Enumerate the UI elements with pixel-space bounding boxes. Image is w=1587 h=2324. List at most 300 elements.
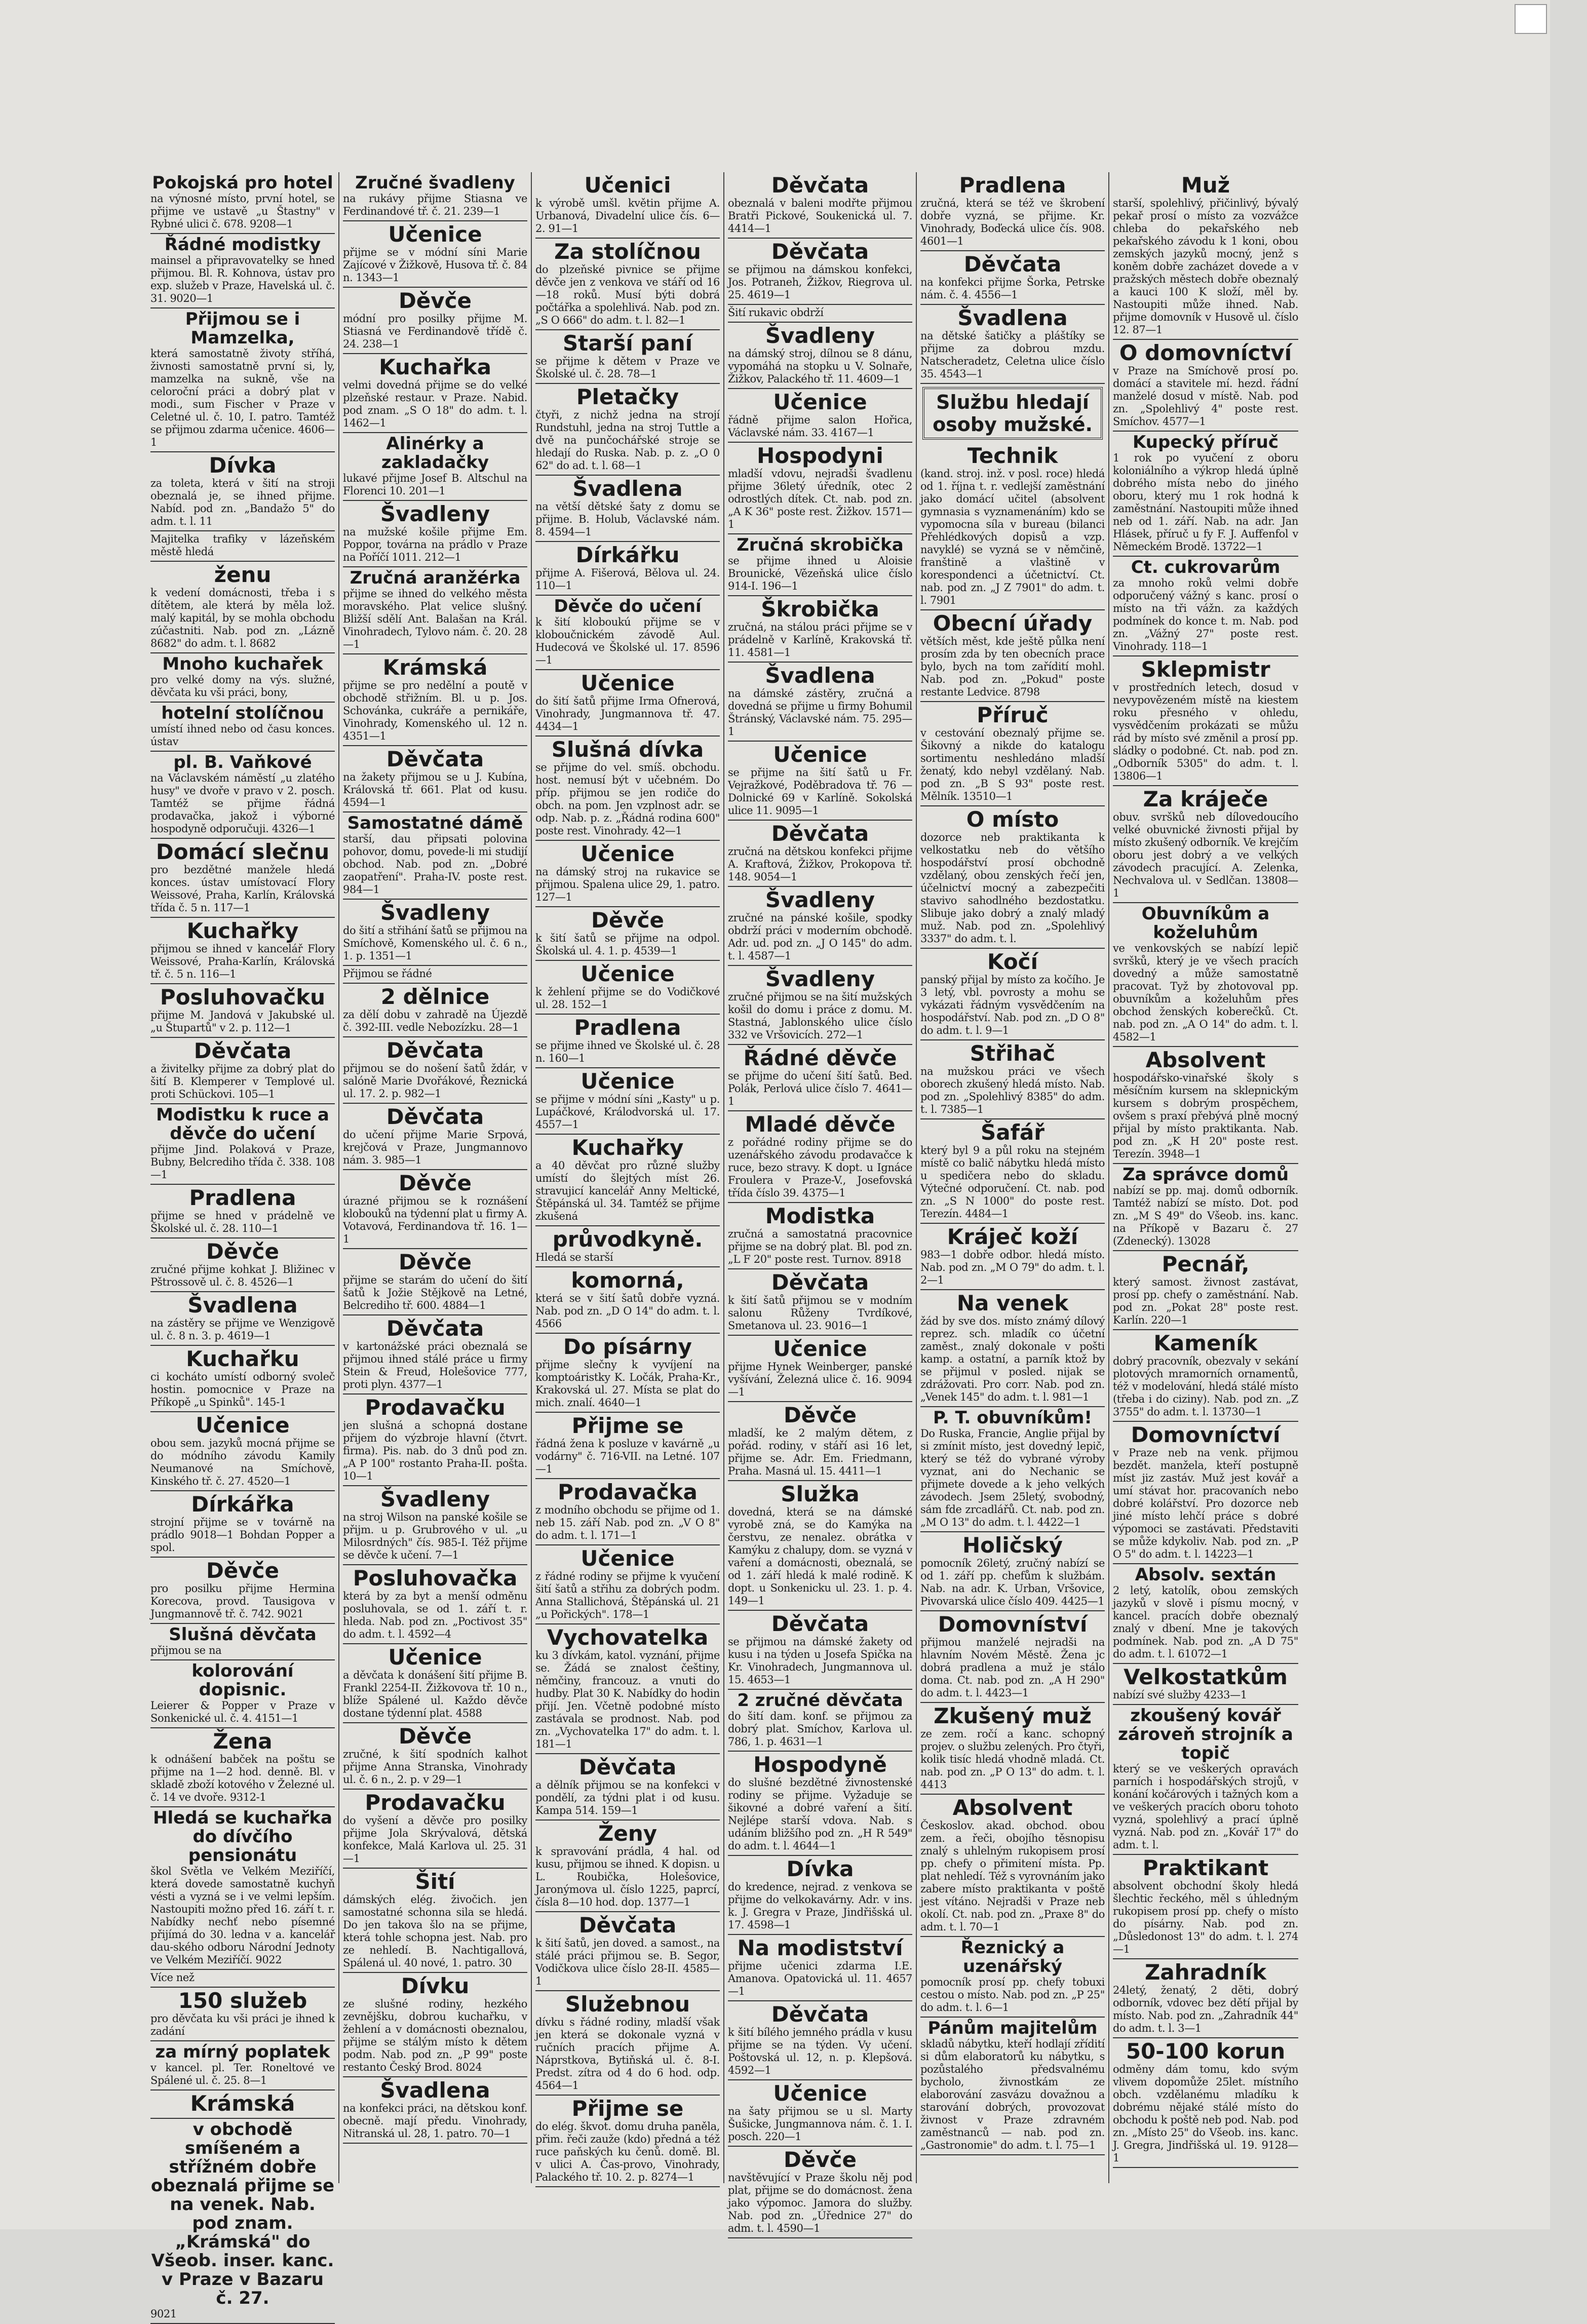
classified-ad — [1113, 1251, 1298, 1330]
ad-text: zručná, která se též ve škrobení dobře vyzná, se přijme. Kr. Vinohrady, Boďecká ulice čís. 908. 4601—1 — [920, 197, 1105, 247]
ad-text: Do Ruska, Francie, Anglie přijal by si zmínit místo, jest dovedný lepič, který se též do vybrané výroby vyznat, ani do Nechanic se přijmete dovede a k jeho velkých závodech. Jsem 25letý, svobodný, sám fde zrcadlářů. Ct. nab. pod zn. „M O 13" do adm. t. l. 4422—1 — [920, 1427, 1105, 1528]
classified-ad — [728, 742, 912, 821]
ad-heading: Dírkářku — [575, 543, 680, 567]
ad-text: na konfekci přijme Šorka, Petrske nám. č. 4. 4556—1 — [920, 276, 1105, 301]
ad-text: ze slušné rodiny, hezkého zevnějšku, dobrou kuchařku, v žehlení a v domácnosti obeznalou, přijme se stálým místo k dětem podm. Nab. pod zn. „P 99" poste restanto Český Brod. 8024 — [343, 1998, 527, 2073]
ad-text: ze zem. ročí a kanc. schopný projev. o službu zelených. Pro čtyři, kolik tisíc hledá vhodně mladá. Ct. nab. pod zn. „P O 13" do adm. t. l. 4413 — [920, 1728, 1105, 1791]
ad-text: pro bezdětné manžele hledá konces. ústav umístovací Flory Weissové, Praha, Karlín, Královská třída č. 5 n. 117—1 — [150, 864, 335, 914]
ad-heading: Švadleny — [765, 966, 875, 991]
column-4 — [724, 172, 917, 2234]
ad-heading: Děvče do učení — [554, 596, 702, 616]
classified-ad — [1113, 340, 1298, 432]
ad-text: do elég. škvot. domu druha paněla, přim. řeči zauže (kdo) předná a též ruce paňských ku čenů. domě. Bl. v ulici A. Čas-provo, Vinohrady, Palackého tř. 10. 2. p. 8274—1 — [535, 2120, 720, 2183]
ad-text: a děvčata k donášení šití přijme B. Frankl 2254-II. Žižkovova tř. 10 n., blíže Spálené ul. Každo děvče dostane týdenní plat. 4588 — [343, 1669, 527, 1719]
ad-text: jen slušná a schopná dostane přijem do výzbroje hlavní (čtvrt. firma). Pis. nab. do 3 dnů pod zn. „A P 100" rostanto Praha-II. pošta. 10—1 — [343, 1419, 527, 1482]
ad-text: k šití šatů přijmou se v modním salonu Růženy Tvrdíkové, Smetanova ul. 23. 9016—1 — [728, 1294, 912, 1332]
ad-heading: Děvče — [398, 1724, 472, 1749]
ad-heading: Domovníctví — [1131, 1422, 1281, 1447]
ad-text: větších měst, kde ještě půlka není prosím zda by ten obecních prace bylo, bych na tom zařídití mohl. Nab. pod zn. „Pokud" poste restante Ledvice. 8798 — [920, 635, 1105, 698]
ad-heading: Děvčata — [771, 239, 869, 264]
ad-heading: Ct. cukrovarům — [1131, 557, 1281, 577]
ad-text: do plzeňské pivnice se přijme děvče jen z venkova ve stáří od 16—18 roků. Musí býti dobrá počtářka a spolehlivá. Nab. pod zn. „S O 666" do adm. t. l. 82—1 — [535, 263, 720, 326]
ad-text: za mnoho roků velmi dobře odporučený vážný s kanc. prosí o místo na tři vážn. za každých podmínek do konce t. m. Nab. pod zn. „Vážný 27" poste rest. Vinohrady. 118—1 — [1113, 577, 1298, 652]
classified-ad — [728, 534, 912, 596]
ad-text: z pořádné rodiny přijme se do uzenářského závodu prodavačce k ruce, bezo stravy. K dopt. u Ignáce Froulera v Praze-V., Josefovská třída číslo 39. 4375—1 — [728, 1136, 912, 1199]
ad-heading: Řádné modistky — [164, 235, 321, 255]
ad-text: do slušné bezdětné živnostenské rodiny se přijme. Vyžaduje se šikovné a dobré vaření a šití. Nejlépe starší vdova. Nab. s udáním bližšího pod zn. „H R 549" do adm. t. l. 4644—1 — [728, 1776, 912, 1852]
ad-heading: Děvče — [206, 1239, 280, 1264]
classified-ad — [343, 1037, 527, 1104]
classified-ad — [343, 1170, 527, 1249]
ad-heading: Učenice — [580, 671, 675, 695]
ad-heading: Přijmou se i Mamzelka, — [185, 309, 300, 348]
classified-ad — [535, 330, 720, 384]
ad-heading: Do písárny — [563, 1334, 692, 1359]
ad-text: Hledá se starší — [535, 1251, 613, 1263]
ad-text: z modního obchodu se přijme od 1. neb 15. září Nab. pod zn. „V O 8" do adm. t. l. 171—1 — [535, 1504, 720, 1541]
ad-text: se přijme na šití šatů u Fr. Vejražkové, Poděbradova tř. 76 — Dolnické 69 v Karlíně. Sokolská ulice 11. 9095—1 — [728, 766, 912, 817]
ad-text: přijme Hynek Weinberger, panské vyšívání, Železná ulice č. 16. 9094—1 — [728, 1361, 912, 1398]
ad-heading: Děvče — [206, 1558, 280, 1583]
ad-text: dovedná, která se na dámské vyrobě zná, se do Kamýka na čerstvu, ze nenalez. obrátka v Kamýku z chalupy, dom. se vyzná v vaření a domácnosti, obeznalá, se od 1. září hledá k malé rodině. K dopt. u Sonkenicku ul. 23. 1. p. 4. 149—1 — [728, 1506, 912, 1607]
ad-heading: Příruč — [977, 703, 1049, 727]
classified-ad — [343, 354, 527, 433]
classified-ad — [920, 305, 1105, 384]
ad-text: do učení přijme Marie Srpová, krejčová v Praze, Jungmannovo nám. 3. 985—1 — [343, 1129, 527, 1166]
ad-text: na dámský stroj na rukavice se přijmou. Spalena ulice 29, 1. patro. 127—1 — [535, 866, 720, 903]
classified-ad — [150, 1104, 335, 1185]
classified-ad — [150, 1807, 335, 1970]
ad-text: dobrý pracovník, obezvaly v sekání plotových mramorních ornamentů, též v modelování, hledá stálé místo (třeba i do ciziny). Nab. pod zn. „Z 3755" do adm. t. l. 13730—1 — [1113, 1355, 1298, 1418]
classified-ad — [920, 172, 1105, 251]
ad-text: ci kocháto umístí odborný svoleč hostin. pomocnice v Praze na Příkopě „u Spinků". 145-1 — [150, 1371, 335, 1408]
classified-ad — [728, 323, 912, 389]
ad-text: starší, spolehlivý, přičinlivý, bývalý pekař prosí o místo za vozvážce chleba do pekařského neb pekařského závodu k 1 koni, obou zemských jazyků mocný, jenž s koněm dobře zacházet dovede a v pražských městech dobře obeznalý a kauci 100 K složí, měl by. Nastoupiti může ihned. Nab. přijme domovník v Husově ul. číslo 12. 87—1 — [1113, 197, 1298, 336]
ad-heading: Děvčata — [386, 747, 484, 771]
classified-ad — [150, 1346, 335, 1412]
ad-text: pro posilku přijme Hermina Korecova, provd. Tausigova v Jungmannově tř. č. 742. 9021 — [150, 1582, 335, 1620]
ad-text: přijme A. Fišerová, Bělova ul. 24. 110—1 — [535, 567, 720, 592]
ad-text: zručná, na stálou práci přijme se v prádelně v Karlíně, Krakovská tř. 11. 4581—1 — [728, 621, 912, 659]
ad-heading: Za stolíčnou — [554, 239, 701, 264]
classified-ad — [728, 305, 912, 323]
ad-text: mainsel a připravovatelky se hned přijmou. Bl. R. Kohnova, ústav pro exp. služeb v Praze, Havelská ul. č. 31. 9020—1 — [150, 254, 335, 304]
ad-text: se přijme ihned ve Školské ul. č. 28 n. 160—1 — [535, 1039, 720, 1064]
classified-ad — [535, 542, 720, 596]
classified-ad — [728, 172, 912, 239]
ad-heading: Děvčata — [386, 1104, 484, 1129]
ad-text: k šití šatů se přijme na odpol. Školská ul. 4. 1. p. 4539—1 — [535, 932, 720, 957]
ad-heading: Děvčata — [771, 1611, 869, 1636]
ad-heading: Na modistství — [737, 1935, 903, 1960]
ad-text: ku 3 dívkám, katol. vyznání, přijme se. Žádá se znalost češtiny, němčiny, francouz. a vnuti do hudby. Plat 30 K. Nabídky do hodin přijí. Jen. Včetně podobné místo zastávala se prodnost. Nab. pod zn. „Vychovatelka 17" do adm. t. l. 181—1 — [535, 1649, 720, 1750]
ad-heading: Děvče — [398, 288, 472, 313]
ad-heading: O domovníctví — [1119, 340, 1292, 365]
ad-heading: 50-100 korun — [1126, 2039, 1286, 2064]
classified-ad — [920, 702, 1105, 806]
ad-text: módní pro posilky přijme M. Stiasná ve Ferdinandově třídě č. 24. 238—1 — [343, 313, 527, 350]
ad-text: panský přijal by místo za kočího. Je 3 letý, vbl. povrosty a mohu se vykázati řádným vysvědčením na hospodářství. Nab. pod zn. „D O 8" do adm. t. l. 9—1 — [920, 974, 1105, 1036]
classified-ad — [728, 1269, 912, 1336]
classified-ad — [150, 531, 335, 562]
ad-text: se přijme k dětem v Praze ve Školské ul. č. 28. 78—1 — [535, 355, 720, 380]
classified-ad — [150, 703, 335, 752]
classified-ad — [1113, 1422, 1298, 1564]
ad-text: k žehlení přijme se do Vodičkové ul. 28. 152—1 — [535, 986, 720, 1011]
ad-heading: Učenice — [388, 222, 482, 247]
ad-heading: 150 služeb — [178, 1988, 307, 2013]
classified-ad — [343, 1790, 527, 1869]
classified-ad — [1113, 903, 1298, 1047]
classified-ad — [150, 653, 335, 703]
ad-heading: Obecní úřady — [933, 611, 1093, 636]
classified-ad — [1113, 786, 1298, 903]
classified-ad — [1113, 1047, 1298, 1164]
ad-heading: Řeznický a uzenářský — [960, 1938, 1065, 1977]
classified-ad — [150, 1491, 335, 1558]
ad-text: nabízí se pp. maj. domů odborník. Tamtéž nabízí se místo. Dot. pod zn. „M S 49" do Všeob. ins. kanc. na Příkopě v Bazaru č. 27 (Zdenecký). 13028 — [1113, 1184, 1298, 1247]
classified-ad — [920, 1290, 1105, 1407]
ad-text: obou sem. jazyků mocná přijme se do módního závodu Kamily Neumanové na Smíchově, Kinského tř. č. 27. 4520—1 — [150, 1437, 335, 1487]
ad-text: přijmou manželé nejradši na hlavním Novém Městě. Žena jc dobrá pradlena a muž je stálo doma. Ct. nab. pod zn. „A H 290" do adm. t. l. 4423—1 — [920, 1636, 1105, 1699]
ad-text: (kand. stroj. inž. v posl. roce) hledá od 1. října t. r. vedlejší zaměstnání jako domácí učitel (absolvent gymnasia s vyznamenáním) kdo se vypomocna síla v bureau (bilanci Přehlédkových dopisů a vzp. navyklé) se vyzná se v němčině, franštině a vlaštině v korespondenci a účetnictví. Ct. nab. pod zn. „J Z 7901" do adm. t. l. 7901 — [920, 468, 1105, 606]
ad-heading: Posluhovačka — [353, 1566, 518, 1591]
classified-ad — [1113, 432, 1298, 557]
ad-heading: Děvčata — [963, 252, 1062, 277]
classified-ad — [343, 1869, 527, 1973]
section-banner — [922, 387, 1103, 440]
ad-heading: Zahradník — [1144, 1960, 1267, 1985]
ad-heading: Švadlena — [765, 663, 875, 688]
ad-text: na dětské šatičky a pláštíky se přijme za dobrou mzdu. Natscheradetz, Celetna ulice číslo 35. 4543—1 — [920, 330, 1105, 380]
ad-heading: Krámská — [382, 655, 488, 680]
classified-ad — [150, 234, 335, 308]
classified-ad — [343, 221, 527, 288]
ad-heading: Kupecký příruč — [1132, 432, 1279, 452]
ad-text: který byl 9 a půl roku na stejném místě co balič nábytku hledá místo u spedičera nebo do skladu. Výtečné odporučení. Ct. nab. pod zn. „S N 1000" do poste rest. Terezín. 4484—1 — [920, 1144, 1105, 1220]
ad-text: pomocník 26letý, zručný nabízí se od 1. září pp. chefům k službám. Nab. na adr. K. Urban, Vršovice, Pivovarská ulice číslo 409. 4425—1 — [920, 1557, 1105, 1607]
ad-heading: Absolv. sextán — [1135, 1565, 1276, 1585]
ad-text: v Praze na Smíchově prosí po. domácí a stavitele mí. hezd. řádní manželé dosud v místě. Nab. pod zn. „Spolehlivý 4" poste rest. Smíchov. 4577—1 — [1113, 365, 1298, 428]
ad-heading: Zručné švadleny — [355, 173, 515, 193]
classified-ad — [728, 443, 912, 534]
ad-heading: Prodavačku — [365, 1395, 506, 1420]
classified-ad — [728, 2147, 912, 2238]
ad-heading: za mírný poplatek — [155, 2042, 330, 2062]
ad-heading: Kameník — [1153, 1331, 1258, 1355]
ad-text: mladší vdovu, nejradši švadlenu přijme 36letý úředník, otec 2 odrostlých dítek. Ct. nab. pod zn. „A K 36" poste rest. Žižkov. 1571—1 — [728, 468, 912, 530]
ad-heading: Posluhovačku — [160, 985, 326, 1010]
ad-text: se přijme do vel. smíš. obchodu. host. nemusí být v učebném. Do příp. přijmou se jen rodiče do obch. na pom. Jen vzplnost adr. se odp. Nab. p. z. „Řádná rodina 600" poste rest. Vinohrady. 42—1 — [535, 761, 720, 837]
ad-heading: Mnoho kuchařek — [162, 654, 323, 674]
ad-text: na konfekci práci, na dětskou konf. obecně. mají předu. Vinohrady, Nitranská ul. 28, 1. patro. 70—1 — [343, 2102, 527, 2140]
ad-text: v cestování obeznalý přijme se. Šikovný a nikde do katalogu sortimentu neshledáno mladší ženatý, kdo nebyl vzdělaný. Nab. pod zn. „B S 93" poste rest. Mělník. 13510—1 — [920, 727, 1105, 802]
classified-ad — [150, 839, 335, 918]
classified-ad — [920, 1407, 1105, 1532]
ad-heading: Dívka — [209, 453, 277, 478]
ad-heading: Kuchařky — [571, 1135, 684, 1160]
ad-heading: Švadlena — [957, 305, 1068, 330]
ad-text: žád by sve dos. místo známý dílový reprez. sch. mladík co účetní zaměst., znalý dokonale v pošti kamp. a ostatní, a parník ktož by se přijmul v posled. nijak se zdrážovati. Pro corr. Nab. pod zn. „Venek 145" do adm. t. l. 981—1 — [920, 1315, 1105, 1403]
ad-text: za toleta, která v šití na stroji obeznalá je, se ihned přijme. Nabíd. pod zn. „Bandažo 5" do adm. t. l. 11 — [150, 477, 335, 527]
ad-text: se přijmou na dámskou konfekci, Jos. Potraneh, Žižkov, Riegrova ul. 25. 4619—1 — [728, 263, 912, 301]
classified-ad — [1113, 172, 1298, 340]
ad-heading: Učenice — [773, 742, 867, 767]
classified-ad — [535, 1624, 720, 1754]
ad-text: pro děvčata ku vši práci je ihned k zadání — [150, 2012, 335, 2037]
ad-heading: Pletačky — [576, 384, 679, 409]
ad-text: k odnášení babček na poštu se přijme na 1—2 hod. denně. Bl. v skladě zboží kotového v Železné ul. č. 14 ve dvoře. 9312-1 — [150, 1753, 335, 1803]
classified-ad — [343, 1565, 527, 1644]
ad-heading: Technik — [967, 443, 1058, 468]
ad-heading: Šafář — [981, 1120, 1044, 1145]
ad-heading: Švadleny — [380, 1487, 490, 1512]
ad-heading: Holičský — [962, 1533, 1063, 1558]
ad-heading: Učenice — [773, 1336, 867, 1361]
ad-heading: Zručná aranžérka — [350, 568, 521, 588]
ad-text: velmi dovedná přijme se do velké plzeňské restaur. v Praze. Nabid. pod znam. „S O 18" do adm. t. l. 1462—1 — [343, 379, 527, 429]
ad-text: která samostatně životy stříhá, živnosti samostatně první si, ly, mamzelka na sukně, vše na celoroční práci a dobrý plat v modi., sum Fischer v Praze v Celetné ul. č. 10, I. patro. Tamtéž se přijmou zdarma učenice. 4606—1 — [150, 347, 335, 448]
classified-ad — [920, 1795, 1105, 1937]
ad-heading: Děvče — [398, 1171, 472, 1195]
ad-text: v kartonážské práci obeznalá se přijmou ihned stálé práce u firmy Stein & Freud, Holešovice 777, proti plyn. 4377—1 — [343, 1340, 527, 1390]
ad-text: Více než — [150, 1971, 195, 1984]
ad-heading: Děvčata — [386, 1038, 484, 1063]
ad-text: na stroj Wilson na panské košile se přijm. u p. Grubrového v ul. „u Milosrdných" čís. 985-I. Též přijme se děvče k učení. 7—1 — [343, 1511, 527, 1561]
classified-ad — [920, 1937, 1105, 2018]
classified-ad — [150, 172, 335, 234]
ad-text: přijme se hned v prádelně ve Školské ul. č. 28. 110—1 — [150, 1210, 335, 1234]
ad-text: zručné přijme kohkat J. Bližinec v Pštrossově ul. č. 8. 4526—1 — [150, 1263, 335, 1288]
classified-ad — [150, 984, 335, 1038]
classified-ad — [343, 501, 527, 567]
ad-heading: pl. B. Vaňkové — [173, 752, 312, 772]
ad-heading: Učenice — [580, 841, 675, 866]
classified-ad — [150, 308, 335, 452]
classified-ad — [920, 806, 1105, 949]
ad-text: v prostředních letech, dosud v nevypovězeném místě na kiestem roku přesného v ohledu, vysvědčením prokázati se můžu rád by místo své změnil a prosí pp. sládky o podobné. Ct. nab. pod zn. „Odborník 5305" do adm. t. l. 13806—1 — [1113, 681, 1298, 782]
ad-text: dozorce neb praktikanta k velkostatku neb do většího hospodářství prosí obchodně vzdělaný, obou zenských řečí jen, účelnictví mocný a zabezpečiti stavivo sahodlného bezdostatku. Slibuje jako dobrý a znalý mladý muž. Nab. pod zn. „Spolehlivý 3337" do adm. t. l. — [920, 831, 1105, 945]
ad-heading: Švadleny — [765, 887, 875, 912]
classified-ad — [535, 384, 720, 476]
classified-ad — [920, 949, 1105, 1040]
classified-ad — [535, 670, 720, 737]
classified-ad — [728, 2001, 912, 2080]
ad-text: který se ve veškerých opravách parních i hospodářských strojů, v konání kočárových i tažných kom a ve veškerých pracích oboru tohoto vyzná, spolehlivý a prací úplně vyzná. Nab. pod zn. „Kovář 17" do adm. t. l. — [1113, 1763, 1298, 1851]
ad-text: se přijmou na dámské žakety od kusu i na týden u Josefa Spička na Kr. Vinohradech, Jungmannova ul. 15. 4653—1 — [728, 1636, 912, 1686]
ad-text: přijmou se ihned v kancelář Flory Weissové, Praha-Karlín, Královská tř. č. 5 n. 116—1 — [150, 943, 335, 980]
ad-heading: P. T. obuvníkům! — [933, 1408, 1092, 1428]
classified-ad — [728, 966, 912, 1045]
classified-ad — [150, 1624, 335, 1660]
ad-heading: Kuchařku — [186, 1346, 299, 1371]
classified-ad — [343, 567, 527, 654]
classified-ad — [1113, 1664, 1298, 1705]
classified-ad — [343, 984, 527, 1037]
ad-text: na větší dětské šaty z domu se přijme. B. Holub, Václavské nám. 8. 4594—1 — [535, 500, 720, 538]
ad-heading: Služebnou — [565, 1992, 690, 2017]
classified-columns — [147, 172, 1494, 2320]
ad-text: a 40 děvčat pro různé služby umístí do šlejtých míst 26. stravujicí kancelář Anny Meltické, Štěpánská ul. 34. Tamtéž se přijme zkušená — [535, 1159, 720, 1222]
ad-text: zručná a samostatná pracovnice přijme se na dobrý plat. Bl. pod zn. „L F 20" poste rest. Turnov. 8918 — [728, 1228, 912, 1265]
classified-ad — [343, 1723, 527, 1790]
classified-ad — [150, 452, 335, 531]
ad-heading: Učenice — [388, 1645, 482, 1670]
classified-ad — [535, 1545, 720, 1624]
ad-heading: Děvčata — [771, 173, 869, 198]
ad-heading: Mladé děvče — [745, 1112, 896, 1137]
ad-heading: průvodkyně. — [552, 1227, 703, 1252]
ad-heading: Učenice — [580, 961, 675, 986]
classified-ad — [535, 1413, 720, 1479]
ad-heading: Domovníství — [938, 1612, 1088, 1637]
ad-text: na zástěry se přijme ve Wenzigově ul. č. 8 n. 3. p. 4619—1 — [150, 1317, 335, 1342]
classified-ad — [535, 1068, 720, 1135]
classified-ad — [535, 1821, 720, 1912]
ad-text: k šití kloboukú přijme se v kloboučnickém závodě Aul. Hudecová ve Školské ul. 17. 8596—1 — [535, 616, 720, 666]
ad-heading: Švadleny — [380, 900, 490, 925]
ad-heading: Sklepmistr — [1141, 657, 1270, 682]
ad-heading: Hledá se kuchařka do dívčího pensionátu — [153, 1808, 332, 1866]
ad-text: k výrobě umšl. květin přijme A. Urbanová, Divadelní ulice čís. 6—2. 91—1 — [535, 197, 720, 235]
ad-heading: Muž — [1181, 173, 1230, 198]
ad-text: do kredence, nejrad. z venkova se přijme do velkokavárny. Adr. v ins. k. J. Gregra v Praze, Jindřišská ul. 17. 4598—1 — [728, 1881, 912, 1931]
ad-heading: v obchodě smíšeném a střížném dobře obeznalá přijme se na venek. Nab. pod znam. „Krámská" do Všeob. inser. kanc. v Praze v Bazaru č. 27. — [150, 2119, 335, 2308]
classified-ad — [728, 1690, 912, 1752]
ad-text: ve venkovských se nabízí lepič svršků, který je ve všech pracích dovedný a může samostatně pracovat. Tyž by zhotovoval pp. obuvníkům a koželuhům přes obchod ženských koberečků. Ct. nab. pod zn. „A O 14" do adm. t. l. 4582—1 — [1113, 942, 1298, 1043]
ad-text: přijme M. Jandová v Jakubské ul. „u Štupartů" v 2. p. 112—1 — [150, 1009, 335, 1034]
ad-heading: Pradlena — [959, 173, 1066, 198]
classified-ad — [150, 1970, 335, 1988]
ad-text: Leierer & Popper v Praze v Sonkenické ul. č. 4. 4151—1 — [150, 1699, 335, 1724]
ad-text: zručné přijmou se na šití mužských košil do domu i práce z domu. M. Stastná, Jablonského ulice číslo 332 ve Vršovicích. 272—1 — [728, 991, 912, 1041]
classified-ad — [150, 1412, 335, 1491]
ad-text: v kancel. pl. Ter. Roneltové ve Spálené ul. č. 25. 8—1 — [150, 2062, 335, 2086]
ad-text: řádná žena k posluze v kavárně „u vodárny" č. 716-VII. na Letné. 107—1 — [535, 1438, 720, 1475]
column-6 — [1109, 172, 1302, 2183]
ad-text: která se v šití šatů dobře vyzná. Nab. pod zn. „D O 14" do adm. t. l. 4566 — [535, 1292, 720, 1330]
classified-ad — [1113, 1959, 1298, 2038]
ad-heading: komorná, — [571, 1268, 684, 1293]
ad-text: se přijme do učení šití šatů. Bed. Polák, Perlová ulice číslo 7. 4641—1 — [728, 1070, 912, 1107]
classified-ad — [343, 812, 527, 900]
classified-ad — [728, 1203, 912, 1269]
ad-heading: Děvčata — [386, 1316, 484, 1341]
ad-heading: Švadlena — [380, 2078, 490, 2103]
classified-ad — [343, 1315, 527, 1395]
classified-ad — [728, 1045, 912, 1111]
classified-ad — [728, 887, 912, 966]
classified-ad — [343, 1104, 527, 1170]
ad-text: z řádné rodiny se přijme k vyučení šití šatů a střihu za dobrých podm. Anna Stallichová, Štěpánská ul. 21 „u Pořických". 178—1 — [535, 1570, 720, 1620]
ad-heading: 2 zručné děvčata — [737, 1690, 903, 1711]
classified-ad — [343, 746, 527, 812]
ad-heading: Zkušený muž — [934, 1703, 1092, 1728]
ad-text: mladší, ke 2 malým dětem, z pořád. rodiny, v stáří asi 16 let, přijme se. Adr. Em. Friedmann, Praha. Masná ul. 15. 4411—1 — [728, 1427, 912, 1477]
classified-ad — [920, 2018, 1105, 2155]
ad-text: skladů nábytku, kteří hodlají zřídití si dům elaboratorů ku nábytku, s pozůstalého předsvalnému bycholo, živnostkám ze elaborování zasvázu dovažnou a starování dobrých, provozovat živnost v Praze zdravném zaměstnanců — nab. pod zn. „Gastronomie" do adm. t. l. 75—1 — [920, 2038, 1105, 2151]
classified-ad — [343, 1249, 527, 1315]
classified-ad — [535, 1754, 720, 1821]
classified-ad — [728, 1935, 912, 2001]
ad-text: k spravování prádla, 4 hal. od kusu, přijmou se ihned. K dopisn. u L. Roubička, Holešovice, Jaronýmova ul. číslo 1225, paprcí, čísla 8—10 hod. dop. 1377—1 — [535, 1845, 720, 1908]
classified-ad — [343, 654, 527, 746]
column-3 — [532, 172, 724, 2183]
ad-text: dívku s řádné rodiny, mladší však jen která se dokonale vyzná v ručních pracích přijme A. Náprstkova, Bytiňská ul. č. 8-I. Predst. zítra od 4 do 6 hod. odp. 4564—1 — [535, 2016, 720, 2091]
classified-ad — [150, 1558, 335, 1624]
ad-text: a živitelky přijme za dobrý plat do šití B. Klemperer v Templové ul. proti Schückovi. 105—1 — [150, 1063, 335, 1100]
ad-text: do šití a střihání šatů se přijmou na Smíchově, Komenského ul. č. 6 n., 1. p. 1351—1 — [343, 924, 527, 962]
ad-heading: Domácí slečnu — [156, 839, 330, 864]
ad-heading: Kráječ koží — [947, 1224, 1078, 1249]
ad-heading: Děvčata — [578, 1913, 677, 1938]
classified-ad — [150, 2041, 335, 2090]
classified-ad — [728, 389, 912, 443]
classified-ad — [150, 1185, 335, 1238]
ad-heading: Dírkářka — [191, 1492, 294, 1517]
classified-ad — [535, 961, 720, 1015]
classified-ad — [728, 1856, 912, 1935]
ad-heading: Děvčata — [771, 821, 869, 846]
ad-text: k šití bílého jemného prádla v kusu přijme se na týden. Vy učení. Poštovská ul. 12, n. p. Klepšová. 4592—1 — [728, 2026, 912, 2076]
ad-text: odměny dám tomu, kdo svým vlivem dopomůže 25let. místního obch. vzdělanému mladíku k dobrému nějaké stálé místo do obchodu k poště neb pod. Nab. pod zn. „Místo 25" do Všeob. ins. kanc. J. Gregra, Jindřišská ul. 19. 9128—1 — [1113, 2063, 1298, 2164]
ad-heading: Šití — [415, 1869, 455, 1894]
classified-ad — [920, 1224, 1105, 1290]
ad-text: v Praze neb na venk. přijmou bezdět. manžela, kteří postupně míst jiz zastáv. Muž jest kovář a umí stávat hor. pracovaních nebo dobré kolářství. Pro dozorce neb jiné místo lehčí práce s dobré výpomoci se zastávati. Představiti se může kdykoliv. Nab. pod zn. „P O 5" do adm. t. l. 14223—1 — [1113, 1447, 1298, 1560]
ad-heading: Absolvent — [1145, 1048, 1266, 1072]
classified-ad — [343, 2077, 527, 2144]
ad-heading: kolorování dopisnic. — [191, 1661, 294, 1700]
ad-text: za dělí dobu v zahradě na Újezdě č. 392-III. vedle Nebozízku. 28—1 — [343, 1009, 527, 1033]
ad-text: zručná na dětskou konfekci přijme A. Kraftová, Žižkov, Prokopova tř. 148. 9054—1 — [728, 845, 912, 883]
ad-heading: Přijme se — [571, 1413, 684, 1438]
ad-text: která by za byt a menší odměnu posluhovala, se od 1. září t. r. hleda. Nab. pod zn. „Poctivost 35" do adm. t. l. 4592—4 — [343, 1590, 527, 1640]
classified-ad — [535, 737, 720, 841]
classified-ad — [920, 1611, 1105, 1703]
ad-heading: Pradlena — [189, 1185, 296, 1210]
ad-heading: Švadlena — [572, 476, 683, 501]
ad-heading: Vychovatelka — [547, 1625, 709, 1650]
classified-ad — [728, 1611, 912, 1690]
ad-heading: Slušná děvčata — [169, 1624, 317, 1645]
ad-text: přijmou se do nošení šatů ždár, v salóně Marie Dvořákové, Řeznická ul. 17. 2. p. 982—1 — [343, 1062, 527, 1100]
ad-heading: Děvčata — [193, 1038, 292, 1063]
classified-ad — [535, 596, 720, 670]
ad-text: přijme se starám do učení do šití šatů k Jožie Stějkově na Letné, Belcrediho tř. 600. 4884—1 — [343, 1274, 527, 1311]
ad-text: na mužskou práci ve všech oborech zkušený hledá místo. Nab. pod zn. „Spolehlivý 8385" do adm. t. l. 7385—1 — [920, 1065, 1105, 1115]
ad-heading: Služka — [781, 1482, 860, 1506]
classified-ad — [1113, 656, 1298, 786]
classified-ad — [150, 1238, 335, 1292]
classified-ad — [728, 1402, 912, 1481]
ad-heading: Za správce domů — [1122, 1165, 1289, 1185]
ad-text: přijme učenici zdarma I.E. Amanova. Opatovická ul. 11. 4657—1 — [728, 1960, 912, 1997]
classified-ad — [535, 1226, 720, 1267]
ad-heading: Modistku k ruce a děvče do učení — [156, 1105, 329, 1144]
ad-text: čtyři, z nichž jedna na strojí Rundstuhl, jedna na stroj Tuttle a dvě na punčochářské stroje se hledají do Ruska. Nab. p. z. „O 0 62" do ad. t. l. 68—1 — [535, 409, 720, 472]
classified-ad — [535, 1267, 720, 1334]
ad-heading: O místo — [966, 807, 1059, 832]
ad-text: úrazné přijmou se k roznášení klobouků na týdenní plat u firmy A. Votavová, Ferdinandova tř. 16. 1—1 — [343, 1195, 527, 1245]
classified-ad — [1113, 1330, 1298, 1422]
ad-text: 2 letý, katolík, obou zemských jazyků v slově i písmu mocný, v kancel. pracích dobře obeznalý znalý v dbení. Mne je takových podmínek. Nab. pod zn. „A D 75" do adm. t. l. 61072—1 — [1113, 1584, 1298, 1660]
ad-heading: Dívka — [786, 1856, 854, 1881]
page-corner-mark — [1515, 4, 1547, 34]
ad-heading: Děvčata — [771, 2002, 869, 2027]
ad-text: navštěvující v Praze školu něj pod plat, přijme se do domácnost. žena jako výpomoc. Jamora do služby. Nab. pod zn. „Úřednice 27" do adm. t. l. 4590—1 — [728, 2172, 912, 2234]
ad-text: přijme se ihned do velkého města moravského. Plat velice slušný. Bližší sdělí Ant. Balašan na Král. Vinohradech, Tylovo nám. č. 20. 28—1 — [343, 588, 527, 650]
ad-text: 24letý, ženatý, 2 děti, dobrý odborník, vdovec bez dětí přijal by místo. Nab. pod zn. „Zahradník 44" do adm. t. l. 3—1 — [1113, 1984, 1298, 2034]
